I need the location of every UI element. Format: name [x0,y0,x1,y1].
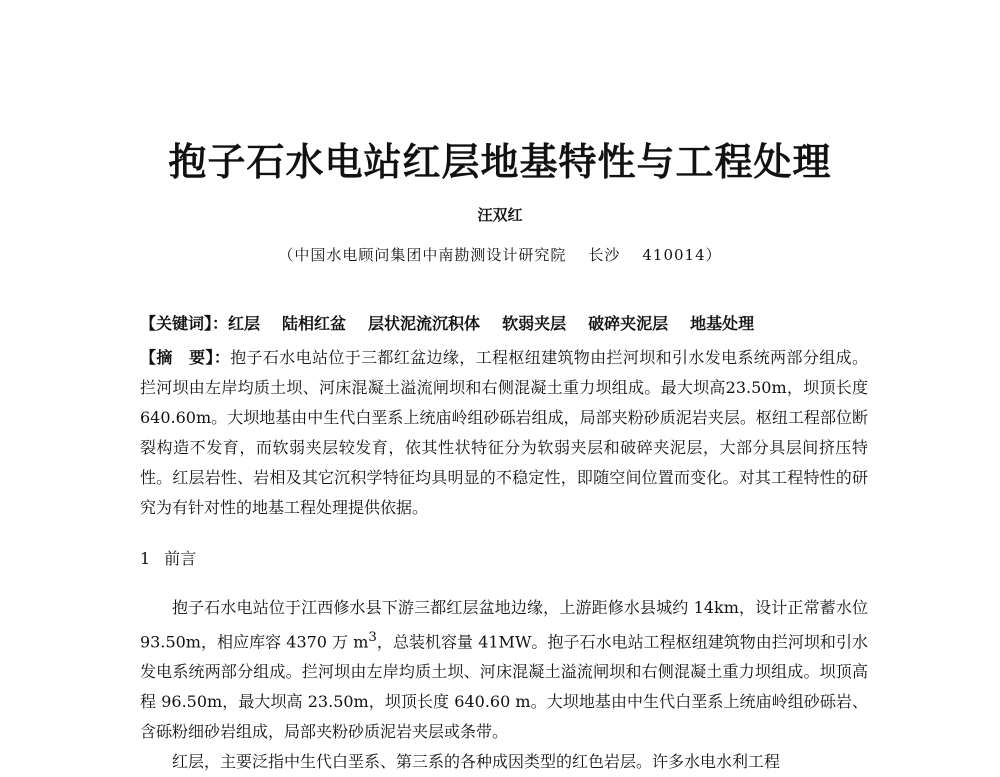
abstract [140,343,868,523]
paper-title: 抱子石水电站红层地基特性与工程处理 [168,139,832,184]
section-title: 前言 [164,549,197,568]
section-heading [140,547,196,571]
affiliation-close-paren: ） [705,246,722,264]
affiliation-city: 长沙 [588,246,621,264]
affiliation-open-paren: （ [278,246,295,264]
keyword: 软弱夹层 [502,314,567,333]
affiliation [0,245,1000,265]
keyword: 破碎夹泥层 [588,314,669,333]
abstract-label: 【摘 要】： [140,348,231,367]
body-paragraph: 红层，主要泛指中生代白垩系、第三系的各种成因类型的红色岩层。许多水电水利工程 [172,752,781,772]
keyword: 红层 [228,314,261,333]
keyword: 层状泥流沉积体 [368,314,481,333]
affiliation-org: 中国水电顾问集团中南勘测设计研究院 [294,246,567,264]
section-number: 1 [140,549,151,568]
section-body [140,593,868,777]
body-paragraph [140,593,868,747]
keyword: 地基处理 [690,314,755,333]
abstract-text: 抱子石水电站位于三都红盆边缘，工程枢纽建筑物由拦河坝和引水发电系统两部分组成。拦河坝由左岸均质土坝、河床混凝土溢流闸坝和右侧混凝土重力坝组成。最大坝高23.50m，坝顶长度640.60m。大坝地基由中生代白垩系上统庙岭组砂砾岩组成，局部夹粉砂质泥岩夹层。枢纽工程部位断裂构造不发育，而软弱夹层较发育，依其性状特征分为软弱夹层和破碎夹泥层，大部分具层间挤压特性。红层岩性、岩相及其它沉积学特征均具明显的不稳定性，即随空间位置而变化。对其工程特性的研究为有针对性的地基工程处理提供依据。 [140,348,868,517]
keywords-label: 【关键词】： [140,314,229,333]
author-name: 汪双红 [477,206,523,224]
affiliation-postcode: 410014 [642,246,706,264]
paragraph-text-part: ，总装机容量 41MW。抱子石水电站工程枢纽建筑物由拦河坝和引水发电系统两部分组成。拦河坝由左岸均质土坝、河床混凝土溢流闸坝和右侧混凝土重力坝组成。坝顶高程 96.50m，最大坝高 23.50m，坝顶长度 640.60 m。大坝地基由中生代白垩系上统庙岭组砂砾岩、含砾粉细砂岩组成，局部夹粉砂质泥岩夹层或条带。 [140,632,868,742]
superscript: 3 [368,630,377,645]
keyword: 陆相红盆 [282,314,347,333]
paragraph-text-part: 抱子石水电站位于江西修水县下游三都红层盆地边缘，上游距修水县城约 14km，设计正常蓄水位 93.50m，相应库容 4370 万 m [140,598,868,652]
keywords-line [140,312,870,336]
